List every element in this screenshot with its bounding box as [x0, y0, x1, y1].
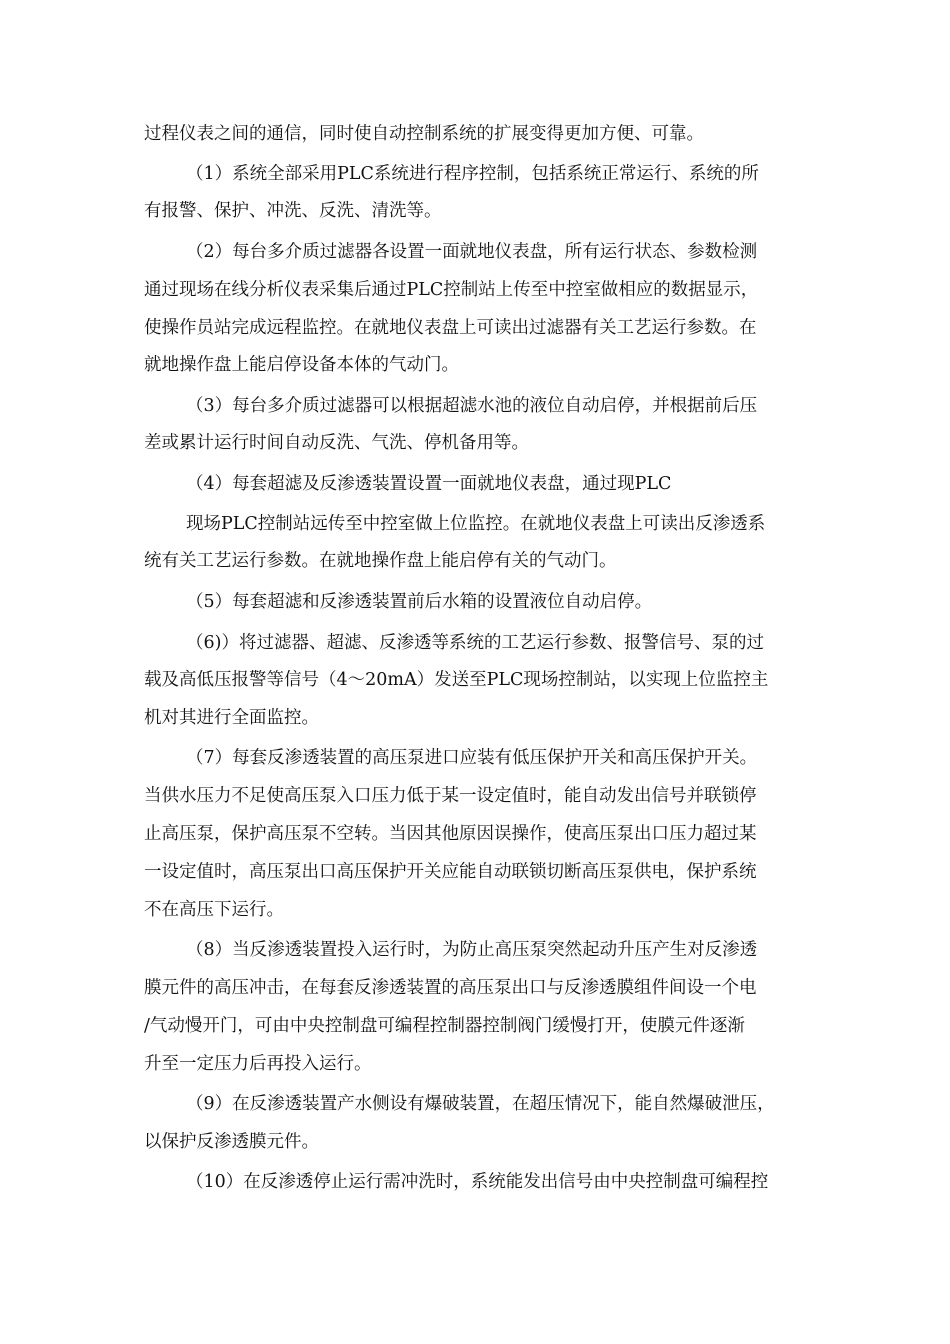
text-line: 差或累计运行时间自动反洗、气洗、停机备用等。 [144, 433, 529, 453]
text-line: 通过现场在线分析仪表采集后通过PLC控制站上传至中控室做相应的数据显示， [144, 280, 759, 300]
text-line: 统有关工艺运行参数。在就地操作盘上能启停有关的气动门。 [144, 551, 617, 571]
text-line: （3）每台多介质过滤器可以根据超滤水池的液位自动启停，并根据前后压 [186, 396, 758, 416]
text-line: （2）每台多介质过滤器各设置一面就地仪表盘，所有运行状态、参数检测 [186, 242, 758, 262]
text-line: 有报警、保护、冲洗、反洗、清洗等。 [144, 201, 442, 221]
text-line: 机对其进行全面监控。 [144, 708, 319, 728]
text-line: （6)）将过滤器、超滤、反渗透等系统的工艺运行参数、报警信号、泵的过 [186, 633, 764, 653]
text-line: 过程仪表之间的通信，同时使自动控制系统的扩展变得更加方便、可靠。 [144, 124, 704, 144]
text-line: 就地操作盘上能启停设备本体的气动门。 [144, 355, 459, 375]
text-line: 膜元件的高压冲击，在每套反渗透装置的高压泵出口与反渗透膜组件间设一个电 [144, 978, 757, 998]
text-line: 不在高压下运行。 [144, 900, 284, 920]
text-line: （8）当反渗透装置投入运行时，为防止高压泵突然起动升压产生对反渗透 [186, 940, 758, 960]
text-line: （9）在反渗透装置产水侧设有爆破装置，在超压情况下，能自然爆破泄压， [186, 1094, 775, 1114]
text-line: 载及高低压报警等信号（4～20mA）发送至PLC现场控制站，以实现上位监控主 [144, 670, 769, 690]
text-line: （1）系统全部采用PLC系统进行程序控制，包括系统正常运行、系统的所 [186, 164, 759, 184]
text-line: 以保护反渗透膜元件。 [144, 1132, 319, 1152]
text-line: /气动慢开门，可由中央控制盘可编程控制器控制阀门缓慢打开，使膜元件逐渐 [144, 1016, 745, 1036]
text-line: （4）每套超滤及反渗透装置设置一面就地仪表盘，通过现PLC [186, 474, 672, 494]
text-line: 使操作员站完成远程监控。在就地仪表盘上可读出过滤器有关工艺运行参数。在 [144, 318, 757, 338]
text-line: 一设定值时，高压泵出口高压保护开关应能自动联锁切断高压泵供电，保护系统 [144, 862, 757, 882]
text-line: （7）每套反渗透装置的高压泵进口应装有低压保护开关和高压保护开关。 [186, 748, 758, 768]
text-line: 当供水压力不足使高压泵入口压力低于某一设定值时，能自动发出信号并联锁停 [144, 786, 757, 806]
text-line: 升至一定压力后再投入运行。 [144, 1054, 372, 1074]
text-line: 止高压泵，保护高压泵不空转。当因其他原因误操作，使高压泵出口压力超过某 [144, 824, 757, 844]
text-line: （5）每套超滤和反渗透装置前后水箱的设置液位自动启停。 [186, 592, 653, 612]
text-line: （10）在反渗透停止运行需冲洗时，系统能发出信号由中央控制盘可编程控 [186, 1172, 769, 1192]
text-line: 现场PLC控制站远传至中控室做上位监控。在就地仪表盘上可读出反渗透系 [186, 514, 766, 534]
